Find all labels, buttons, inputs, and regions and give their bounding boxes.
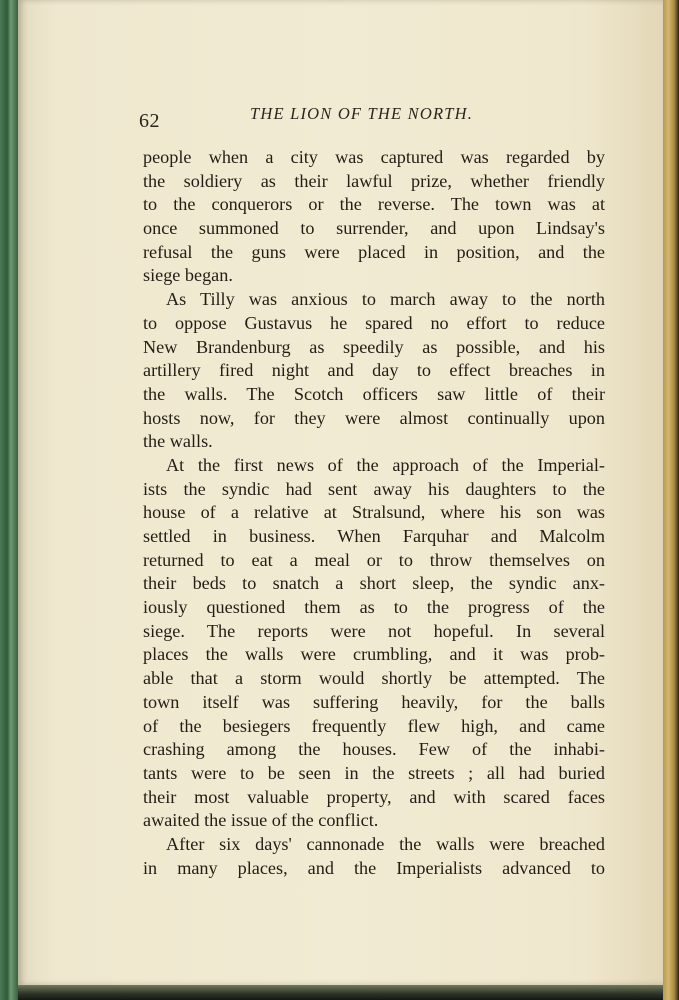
text-line: artillery fired night and day to effect breaches in (143, 360, 605, 381)
body-text (143, 146, 605, 880)
text-line: ists the syndic had sent away his daughters to the (143, 478, 605, 499)
text-line: the soldiery as their lawful prize, whether friendly (143, 170, 605, 191)
text-line: in many places, and the Imperialists advanced to (143, 857, 605, 878)
text-line: As Tilly was anxious to march away to the north (166, 289, 605, 310)
running-header (139, 104, 609, 132)
text-line: the walls. (143, 431, 213, 452)
text-line: town itself was suffering heavily, for the balls (143, 691, 605, 712)
text-line: to the conquerors or the reverse. The town was at (143, 194, 605, 215)
text-line: places the walls were crumbling, and it was prob- (143, 644, 605, 665)
text-line: able that a storm would shortly be attempted. The (143, 668, 605, 689)
text-line: iously questioned them as to the progress of the (143, 597, 605, 618)
book-spine (0, 0, 18, 1000)
text-line: to oppose Gustavus he spared no effort to reduce (143, 312, 605, 333)
text-line: After six days' cannonade the walls were breached (166, 833, 605, 854)
text-line: New Brandenburg as speedily as possible, and his (143, 336, 605, 357)
text-line: settled in business. When Farquhar and Malcolm (143, 526, 605, 546)
text-line: siege began. (143, 265, 233, 286)
page-edge (663, 0, 679, 1000)
text-line: tants were to be seen in the streets ; all had buried (143, 762, 605, 783)
text-line: siege. The reports were not hopeful. In several (143, 620, 605, 641)
text-line: their beds to snatch a short sleep, the syndic anx- (143, 573, 605, 594)
text-line: hosts now, for they were almost continually upon (143, 407, 605, 428)
text-line: people when a city was captured was regarded by (143, 147, 605, 167)
book-bottom-edge (18, 985, 663, 1000)
text-line: once summoned to surrender, and upon Lindsay's (143, 218, 605, 239)
text-line: of the besiegers frequently flew high, and came (143, 715, 605, 736)
text-line: refusal the guns were placed in position, and the (143, 241, 605, 262)
text-line: the walls. The Scotch officers saw little of their (143, 383, 605, 404)
page-number: 62 (139, 110, 160, 132)
text-line: returned to eat a meal or to throw themselves on (143, 549, 605, 570)
running-title: THE LION OF THE NORTH. (250, 104, 474, 123)
text-line: their most valuable property, and with scared faces (143, 786, 605, 807)
text-line: house of a relative at Stralsund, where his son was (143, 502, 605, 523)
text-line: At the first news of the approach of the Imperial- (166, 454, 605, 475)
text-line: crashing among the houses. Few of the inhabi- (143, 739, 605, 760)
text-line: awaited the issue of the conflict. (143, 810, 379, 831)
